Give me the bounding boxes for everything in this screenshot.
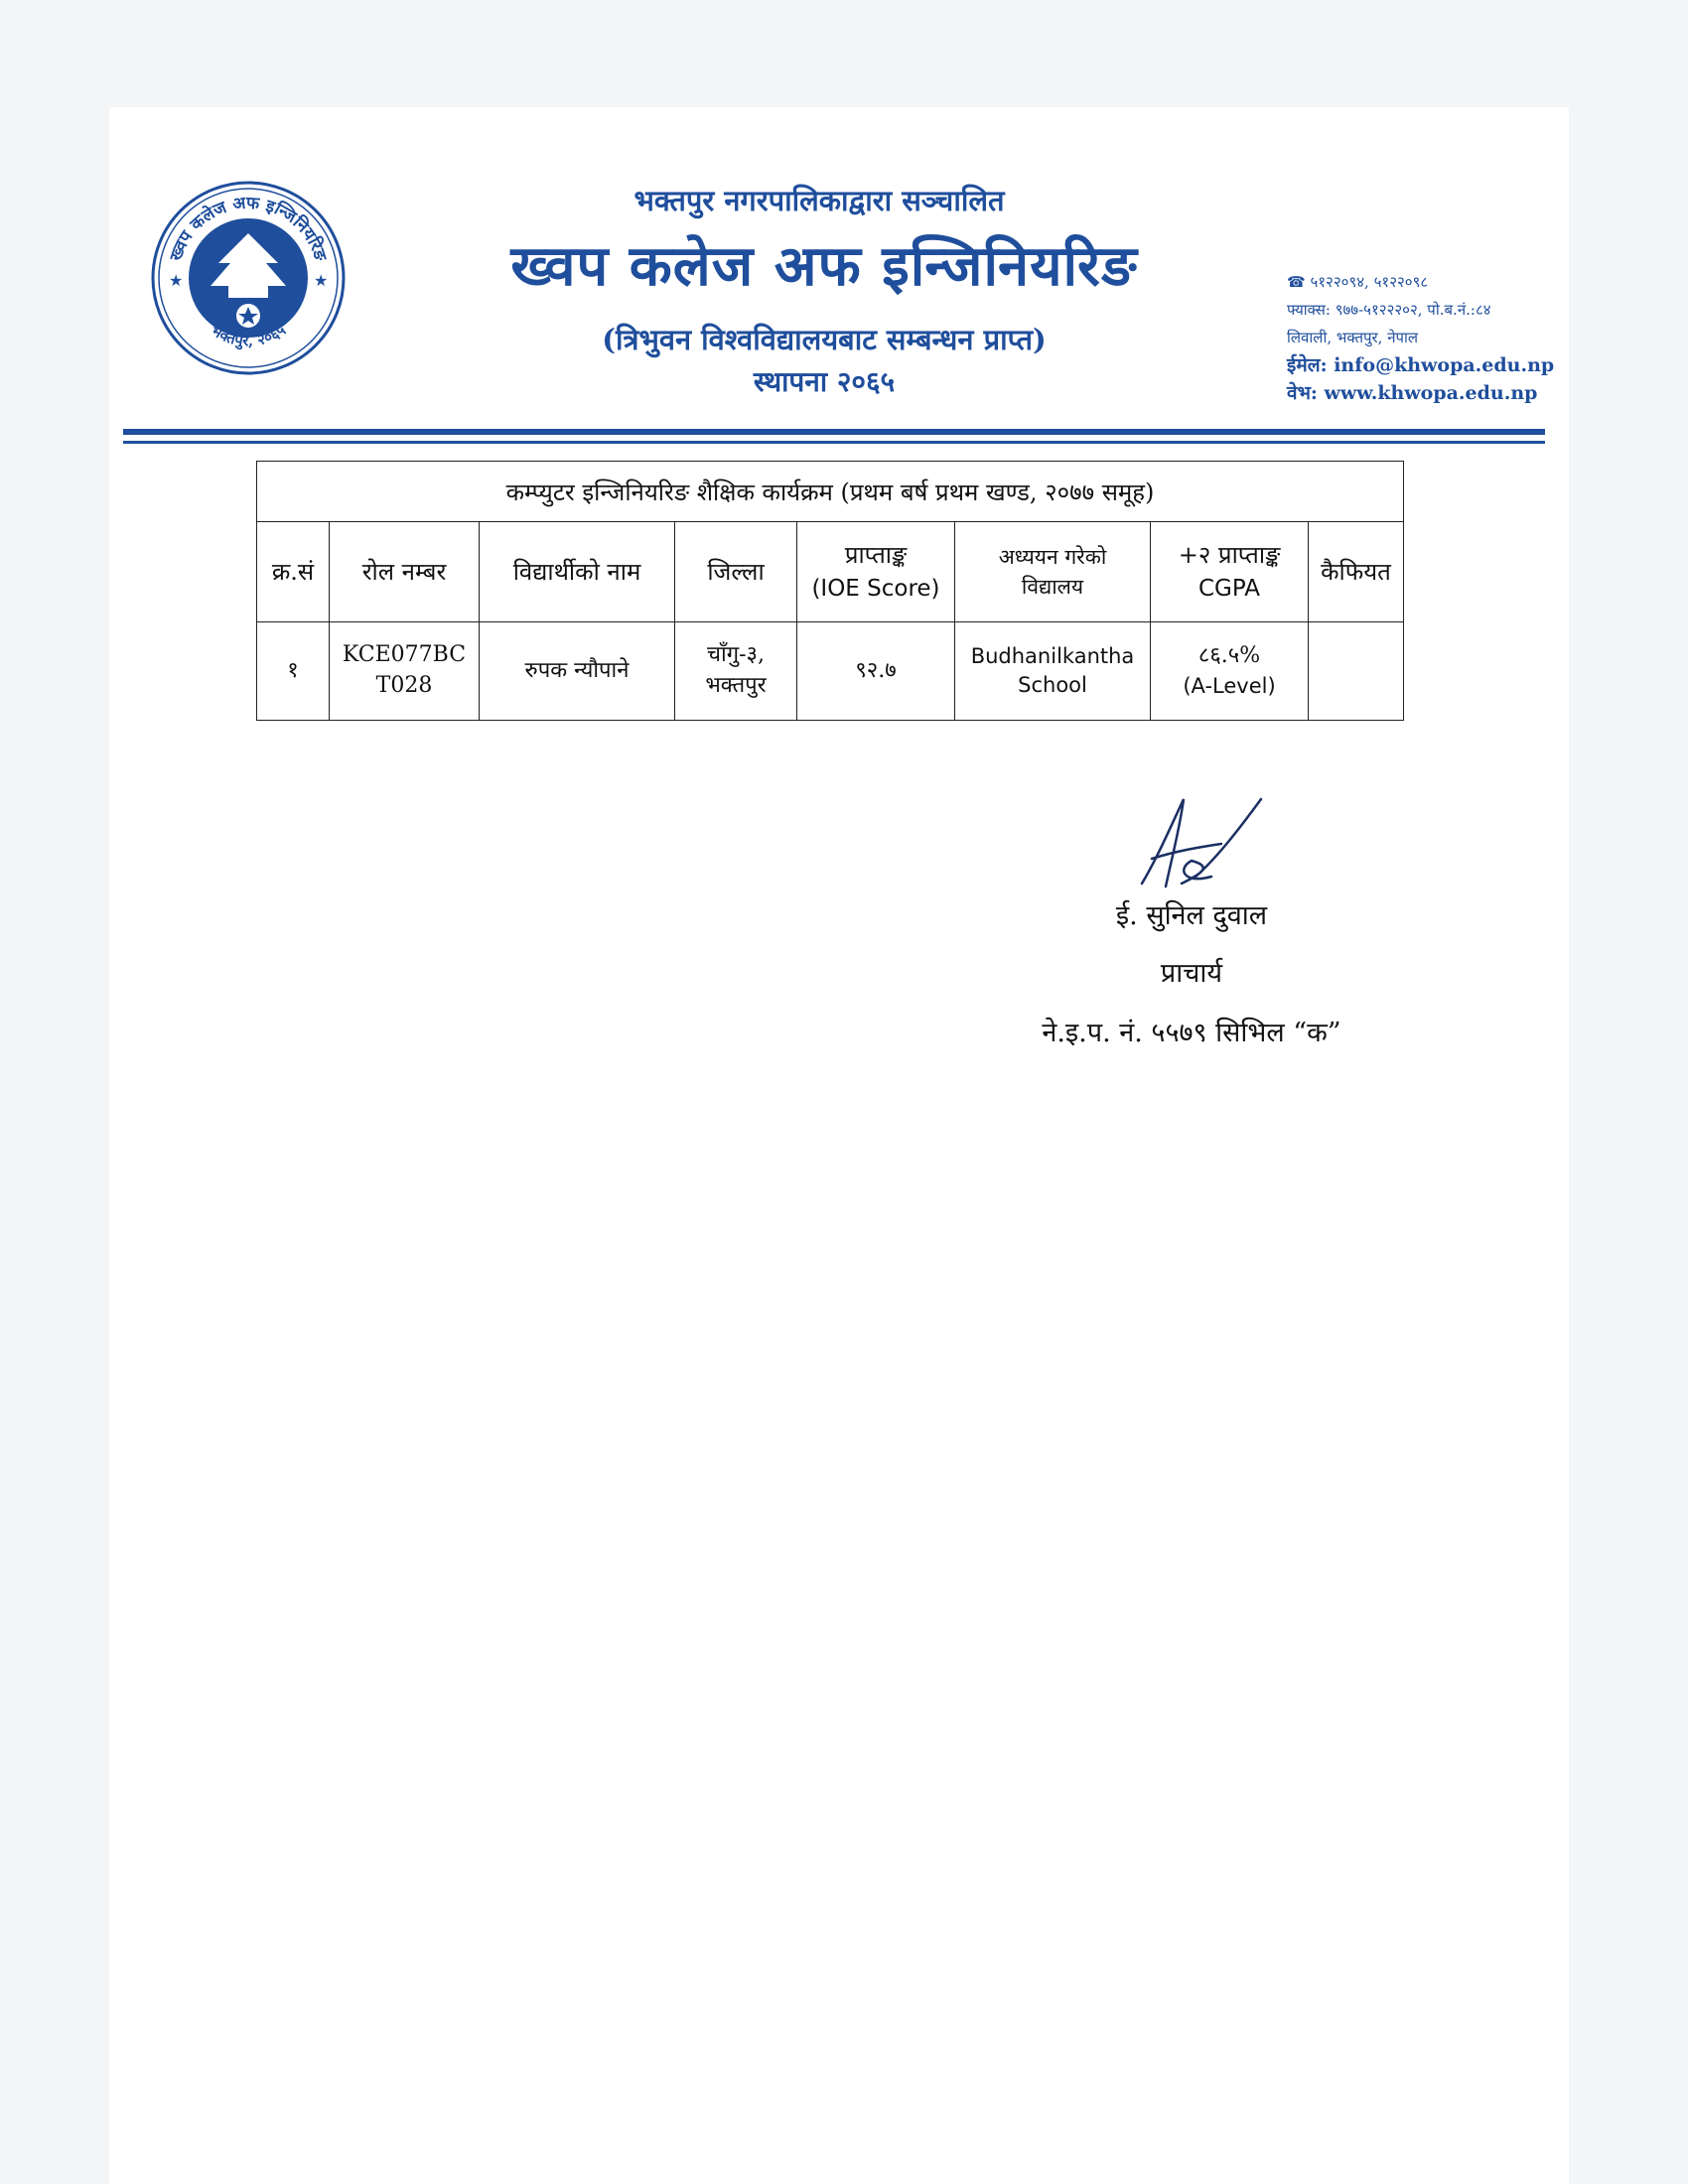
cell-sn: १ <box>257 622 330 721</box>
header-school <box>955 522 1151 622</box>
cell-district <box>675 622 797 721</box>
college-name: ख्वप कलेज अफ इन्जिनियरिङ <box>510 233 1138 299</box>
handwritten-signature <box>1122 789 1271 898</box>
header-sn: क्र.सं <box>257 522 330 622</box>
table-header-row <box>257 522 1404 622</box>
cell-plus2 <box>1151 622 1309 721</box>
fax-line: फ्याक्स: ९७७-५१२२२०२, पो.ब.नं.:८४ <box>1287 301 1491 319</box>
established-line: स्थापना २०६५ <box>753 365 896 398</box>
header-district: जिल्ला <box>675 522 797 622</box>
header-remarks: कैफियत <box>1309 522 1404 622</box>
header-school-line2: विद्यालय <box>1021 575 1084 599</box>
header-rule-thin <box>123 441 1545 444</box>
cell-district-line1: चाँगु-३, <box>707 642 765 668</box>
cell-score: ९२.७ <box>797 622 955 721</box>
header-roll: रोल नम्बर <box>330 522 480 622</box>
table-caption: कम्प्युटर इन्जिनियरिङ शैक्षिक कार्यक्रम (प्रथम बर्ष प्रथम खण्ड, २०७७ समूह) <box>257 462 1404 522</box>
college-seal-logo <box>149 179 348 377</box>
operated-by-line: भक्तपुर नगरपालिकाद्वारा सञ्चालित <box>633 184 1005 217</box>
header-rule-thick <box>123 429 1545 435</box>
cell-roll-line2: T028 <box>375 673 433 698</box>
affiliation-line: (त्रिभुवन विश्वविद्यालयबाट सम्बन्धन प्राप्त) <box>602 323 1047 356</box>
header-plus2-label: +२ प्राप्ताङ्क <box>1178 540 1281 569</box>
table-row <box>257 622 1404 721</box>
results-table <box>256 461 1404 721</box>
cell-school-line1: Budhanilkantha <box>970 643 1135 668</box>
cell-plus2-sub: (A-Level) <box>1183 673 1276 698</box>
header-plus2 <box>1151 522 1309 622</box>
cell-school-line2: School <box>1018 673 1087 697</box>
cell-roll <box>330 622 480 721</box>
cell-name: रुपक न्यौपाने <box>480 622 675 721</box>
header-plus2-sub: CGPA <box>1197 575 1260 602</box>
header-name: विद्यार्थीको नाम <box>480 522 675 622</box>
cell-plus2-value: ८६.५% <box>1197 642 1261 668</box>
cell-district-line2: भक्तपुर <box>705 673 767 698</box>
cell-remarks <box>1309 622 1404 721</box>
signatory-registration: ने.इ.प. नं. ५५७९ सिभिल “क” <box>1042 1018 1341 1048</box>
svg-text:★: ★ <box>314 271 329 290</box>
phone-line: ☎ ५१२२०९४, ५१२२०९८ <box>1287 273 1429 291</box>
header-score <box>797 522 955 622</box>
contact-block <box>1287 268 1585 407</box>
cell-roll-line1: KCE077BC <box>342 642 467 668</box>
header-school-line1: अध्ययन गरेको <box>998 544 1107 569</box>
svg-text:★: ★ <box>169 271 184 290</box>
signatory-name: ई. सुनिल दुवाल <box>1115 900 1268 931</box>
email-line: ईमेल: info@khwopa.edu.np <box>1287 354 1555 376</box>
address-line: लिवाली, भक्तपुर, नेपाल <box>1287 329 1419 346</box>
seal-top-text: ख्वप कलेज अफ इन्जिनियरिङ <box>166 193 331 264</box>
seal-bottom-text: भक्तपुर, २०६५ <box>207 321 290 350</box>
header-score-label: प्राप्ताङ्क <box>844 540 908 569</box>
cell-school <box>955 622 1151 721</box>
signatory-role: प्राचार्य <box>1160 958 1223 989</box>
header-score-sub: (IOE Score) <box>811 575 940 602</box>
web-line: वेभ: www.khwopa.edu.np <box>1287 382 1538 404</box>
document-sheet <box>109 107 1569 2184</box>
